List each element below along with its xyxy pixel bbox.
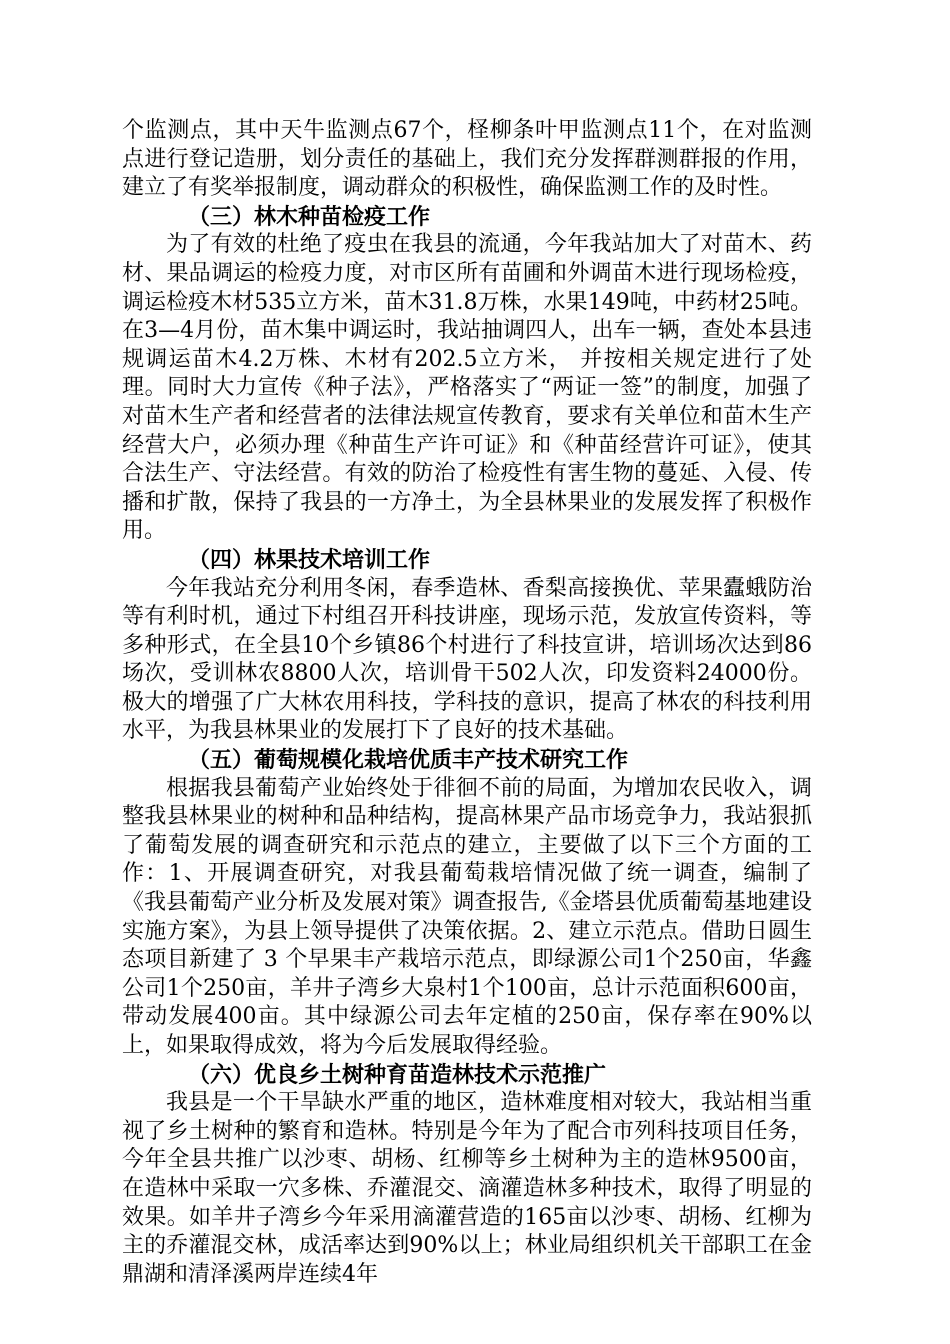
- paragraph-monitoring: 个监测点，其中天牛监测点67个，柽柳条叶甲监测点11个，在对监测点进行登记造册，划分责任的基础上，我们充分发挥群测群报的作用，建立了有奖举报制度，调动群众的积极性，确保监测工作的及时性。: [122, 118, 812, 201]
- paragraph-native-tree-promotion: 我县是一个干旱缺水严重的地区，造林难度相对较大，我站相当重视了乡土树种的繁育和造林。特别是今年为了配合市列科技项目任务，今年全县共推广以沙枣、胡杨、红柳等乡土树种为主的造林9500亩，在造林中采取一穴多株、乔灌混交、滴灌造林多种技术，取得了明显的效果。如羊井子湾乡今年采用滴灌营造的165亩以沙枣、胡杨、红柳为主的乔灌混交林，成活率达到90%以上；林业局组织机关干部职工在金鼎湖和清泽溪两岸连续4年: [122, 1090, 812, 1287]
- paragraph-seedling-quarantine: 为了有效的杜绝了疫虫在我县的流通，今年我站加大了对苗木、药材、果品调运的检疫力度，对市区所有苗圃和外调苗木进行现场检疫，调运检疫木材535立方米，苗木31.8万株，水果149吨，中药材25吨。在3—4月份，苗木集中调运时，我站抽调四人，出车一辆，查处本县违规调运苗木4.2万株、木材有202.5立方米， 并按相关规定进行了处理。同时大力宣传《种子法》，严格落实了“两证一签”的制度，加强了对苗木生产者和经营者的法律法规宣传教育，要求有关单位和苗木生产经营大户，必须办理《种苗生产许可证》和《种苗经营许可证》，使其合法生产、守法经营。有效的防治了检疫性有害生物的蔓延、入侵、传播和扩散，保持了我县的一方净土，为全县林果业的发展发挥了积极作用。: [122, 232, 812, 544]
- heading-native-tree-promotion: （六）优良乡土树种育苗造林技术示范推广: [188, 1061, 607, 1088]
- document-page: [122, 117, 812, 1289]
- paragraph-grape-research: 根据我县葡萄产业始终处于徘徊不前的局面，为增加农民收入，调整我县林果业的树种和品种结构，提高林果产品市场竞争力，我站狠抓了葡萄发展的调查研究和示范点的建立，主要做了以下三个方面的工作：1、开展调查研究，对我县葡萄栽培情况做了统一调查，编制了《我县葡萄产业分析及发展对策》调查报告,《金塔县优质葡萄基地建设实施方案》，为县上领导提供了决策依据。2、建立示范点。借助日圆生态项目新建了 3 个早果丰产栽培示范点，即绿源公司1个250亩，华鑫公司1个250亩，羊井子湾乡大泉村1个100亩，总计示范面积600亩，带动发展400亩。其中绿源公司去年定植的250亩，保存率在90%以上，如果取得成效，将为今后发展取得经验。: [122, 775, 812, 1058]
- paragraph-technical-training: 今年我站充分利用冬闲，春季造林、香梨高接换优、苹果蠹蛾防治等有利时机，通过下村组召开科技讲座，现场示范，发放宣传资料，等多种形式，在全县10个乡镇86个村进行了科技宣讲，培训场次达到86场次，受训林农8800人次，培训骨干502人次，印发资料24000份。极大的增强了广大林农用科技，学科技的意识，提高了林农的科技利用水平，为我县林果业的发展打下了良好的技术基础。: [122, 575, 812, 744]
- heading-seedling-quarantine: （三）林木种苗检疫工作: [188, 203, 431, 230]
- heading-technical-training: （四）林果技术培训工作: [188, 546, 431, 573]
- heading-grape-research: （五）葡萄规模化栽培优质丰产技术研究工作: [188, 747, 629, 774]
